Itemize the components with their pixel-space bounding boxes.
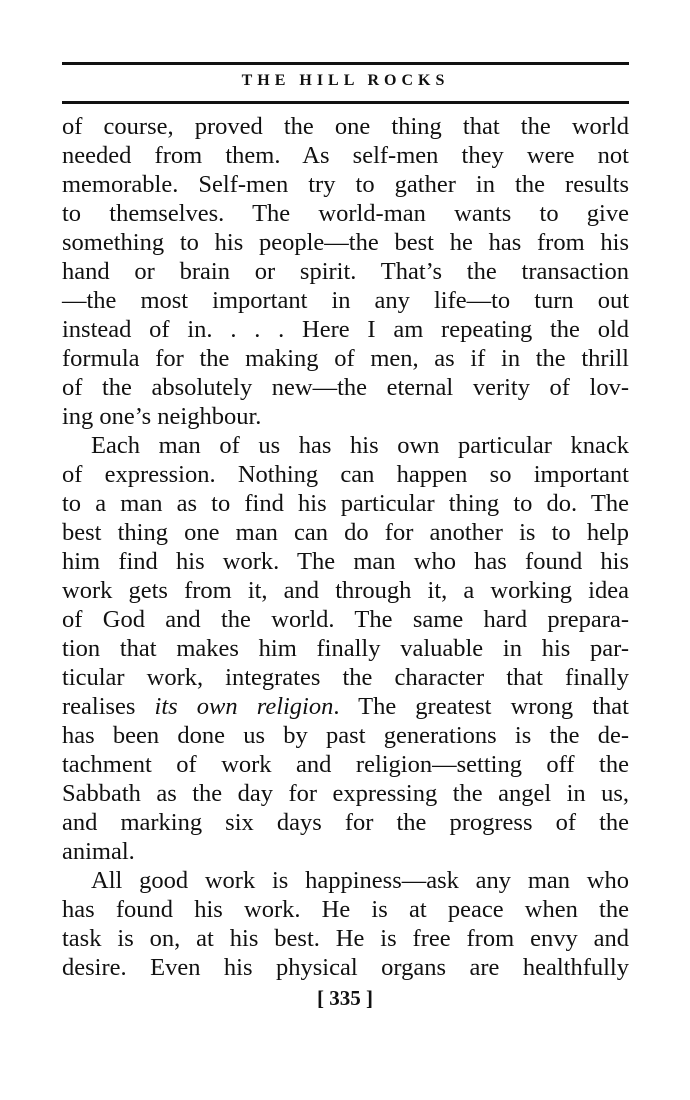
text-line: of God and the world. The same hard prepara-: [62, 606, 629, 633]
text-line: of the absolutely new—the eternal verity of lov-: [62, 374, 629, 401]
header-rule-bottom: [62, 101, 629, 104]
text-line: Each man of us has his own particular knack: [91, 432, 629, 459]
paragraph: [62, 866, 629, 982]
text-line: desire. Even his physical organs are healthfully: [62, 954, 629, 981]
text-line: and marking six days for the progress of the: [62, 809, 629, 836]
text-line: ticular work, integrates the character that finally: [62, 664, 629, 691]
text-line: realises its own religion. The greatest wrong that: [62, 693, 629, 720]
text-line: to themselves. The world-man wants to give: [62, 200, 629, 227]
text-line: ing one’s neighbour.: [62, 403, 262, 430]
text-line: instead of in. . . . Here I am repeating the old: [62, 316, 629, 343]
emphasis: its own religion: [154, 693, 334, 720]
text-line: —the most important in any life—to turn out: [62, 287, 629, 314]
body-text: [62, 112, 629, 982]
header-rule-top: [62, 62, 629, 65]
text-line: task is on, at his best. He is free from envy and: [62, 925, 629, 952]
paragraph: [62, 112, 629, 431]
text-line: tion that makes him finally valuable in his par-: [62, 635, 629, 662]
text-line: has found his work. He is at peace when the: [62, 896, 629, 923]
text-line: needed from them. As self-men they were not: [62, 142, 629, 169]
text-line: of expression. Nothing can happen so important: [62, 461, 629, 488]
text-line: best thing one man can do for another is to help: [62, 519, 629, 546]
text-line: formula for the making of men, as if in the thrill: [62, 345, 629, 372]
text-line: hand or brain or spirit. That’s the transaction: [62, 258, 629, 285]
text-line: has been done us by past generations is the de-: [62, 722, 629, 749]
paragraph: [62, 431, 629, 866]
text-line: work gets from it, and through it, a working idea: [62, 577, 629, 604]
text-line: to a man as to find his particular thing to do. The: [62, 490, 629, 517]
text-line: memorable. Self-men try to gather in the results: [62, 171, 629, 198]
text-line: Sabbath as the day for expressing the angel in us,: [62, 780, 629, 807]
text-line: All good work is happiness—ask any man who: [91, 867, 629, 894]
text-line: tachment of work and religion—setting off the: [62, 751, 629, 778]
text-line: of course, proved the one thing that the world: [62, 113, 629, 140]
page-number: [ 335 ]: [317, 986, 373, 1010]
text-line: him find his work. The man who has found his: [62, 548, 629, 575]
text-line: something to his people—the best he has from his: [62, 229, 629, 256]
text-line: animal.: [62, 838, 135, 865]
running-head: THE HILL ROCKS: [241, 72, 450, 89]
